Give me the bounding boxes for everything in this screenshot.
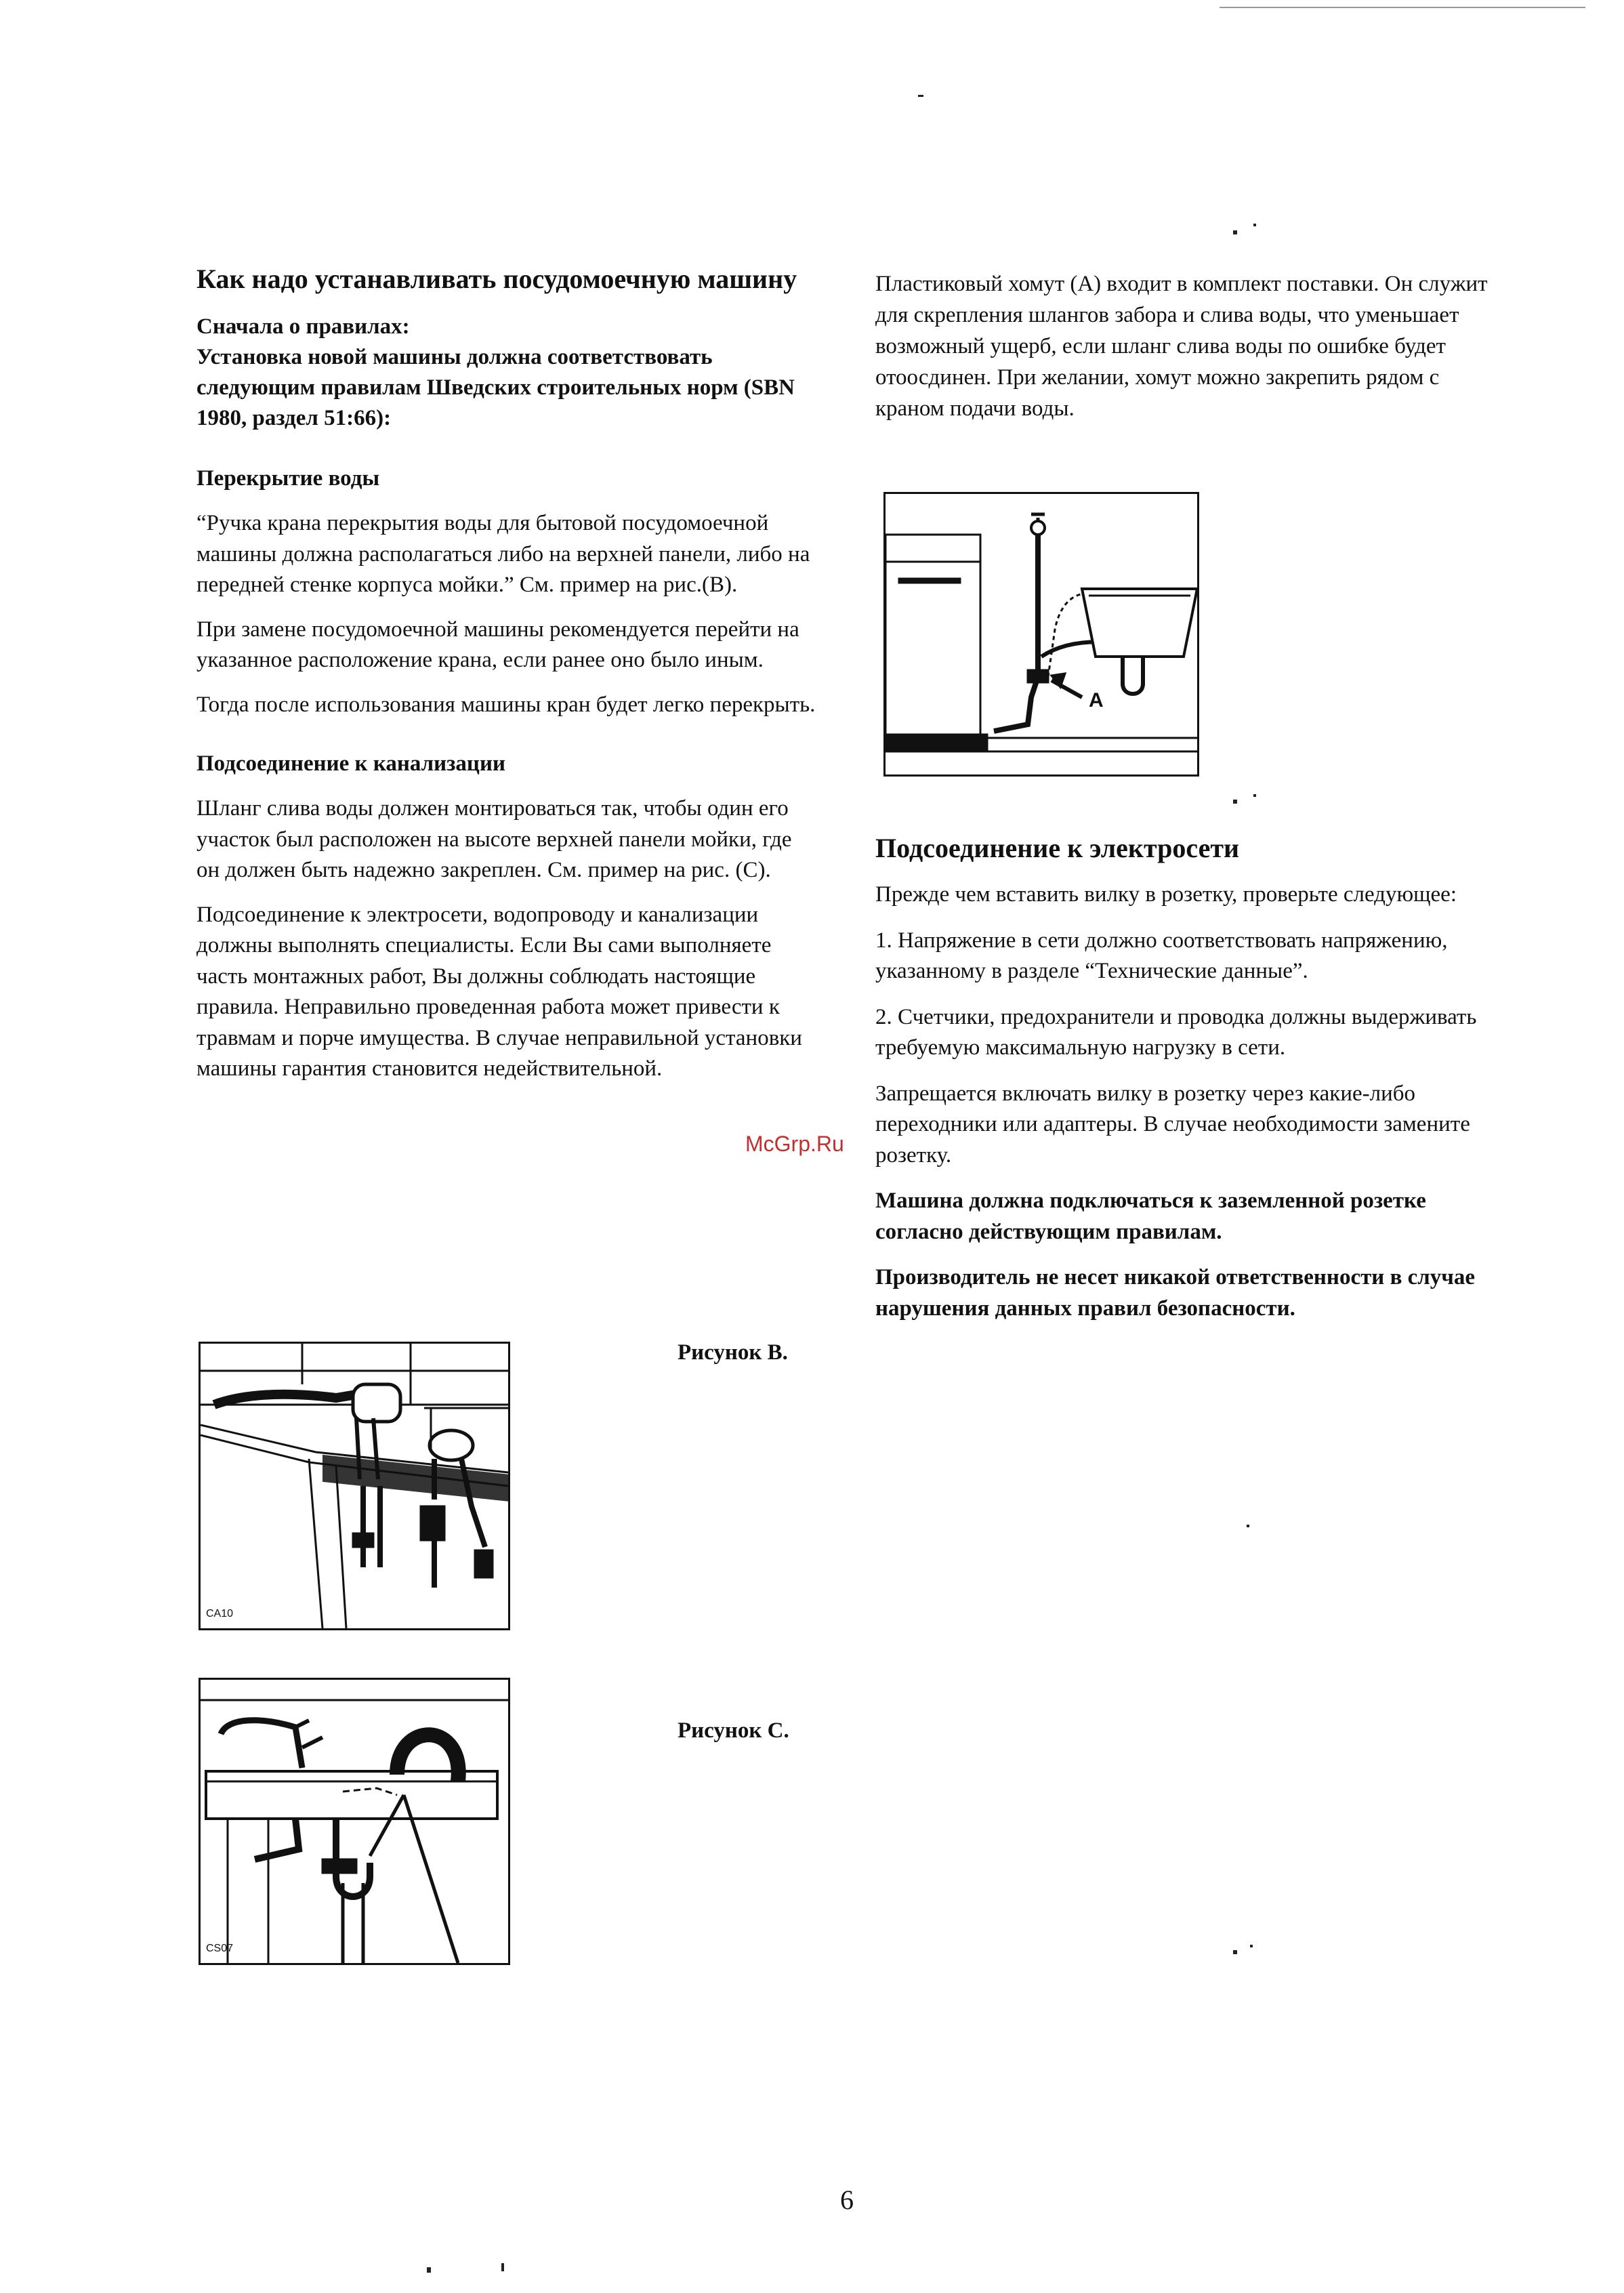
figure-b-caption: Рисунок B. [678, 1340, 788, 1365]
scan-speck [1253, 224, 1256, 226]
power-paragraph-3: Запрещается включать вилку в розетку через какие-либо переходники или адаптеры. В случае необходимости замените розетку. [875, 1081, 1470, 1168]
scan-speck [1253, 794, 1256, 797]
faucet-drawing [201, 1344, 508, 1628]
scan-speck [427, 2267, 431, 2273]
scan-speck [1233, 800, 1237, 804]
power-intro: Прежде чем вставить вилку в розетку, проверьте следующее: [875, 882, 1457, 907]
scan-speck [1233, 230, 1237, 234]
scan-edge-line [1220, 7, 1585, 8]
clamp-paragraph: Пластиковый хомут (А) входит в комплект поставки. Он служит для скрепления шлангов забора и слива воды, что уменьшает возможный ущерб, если шланг слива воды по ошибке будет отоосдинен. При желании, хомут можно закрепить рядом с краном подачи воды. [875, 272, 1488, 421]
figure-b-code: CA10 [206, 1608, 234, 1619]
water-paragraph-2: При замене посудомоечной машины рекомендуется перейти на указанное расположение крана, если ранее оно было иным. [196, 617, 799, 672]
right-column [875, 268, 1519, 424]
power-paragraph-4: Машина должна подключаться к заземленной розетке согласно действующим правилам. [875, 1189, 1426, 1244]
water-shutoff-heading: Перекрытие воды [196, 466, 380, 491]
sink-drain-drawing [201, 1680, 508, 1963]
drain-paragraph-2: Подсоединение к электросети, водопроводу и канализации должны выполнять специалисты. Если Вы сами выполняете часть монтажных работ, Вы должны соблюдать настоящие правила. Неправильно проведенная работа может привести к травмам и порче имущества. В случае неправильной установки машины гарантия становится недействительной. [196, 902, 802, 1081]
page-number: 6 [840, 2185, 854, 2215]
figure-b-illustration [199, 1342, 510, 1630]
figure-c-caption: Рисунок С. [678, 1718, 789, 1743]
scan-speck [1247, 1525, 1249, 1527]
scan-speck [1233, 1950, 1237, 1954]
power-item-1: 1. Напряжение в сети должно соответствовать напряжению, указанному в разделе “Технические данные”. [875, 928, 1448, 983]
dishwasher-hose-drawing [886, 494, 1197, 774]
figure-c-illustration [199, 1678, 510, 1965]
clamp-label-a: A [1089, 689, 1104, 711]
water-paragraph-1: “Ручка крана перекрытия воды для бытовой посудомоечной машины должна располагаться либо на верхней панели, либо на передней стенке корпуса мойки.” См. пример на рис.(B). [196, 511, 810, 597]
scan-speck [501, 2263, 504, 2271]
rules-heading: Сначала о правилах: [196, 314, 410, 339]
scan-speck [1250, 1945, 1253, 1947]
page-title: Как надо устанавливать посудомоечную машину [196, 264, 797, 294]
power-heading: Подсоединение к электросети [875, 833, 1240, 863]
left-column [196, 263, 833, 1085]
power-section [875, 832, 1519, 1324]
rules-text: Установка новой машины должна соответствовать следующим правилам Шведских строительных норм (SBN 1980, раздел 51:66): [196, 345, 795, 430]
power-paragraph-5: Производитель не несет никакой ответственности в случае нарушения данных правил безопасности. [875, 1265, 1476, 1321]
water-paragraph-3: Тогда после использования машины кран будет легко перекрыть. [196, 692, 816, 717]
figure-c-code: CS07 [206, 1943, 234, 1954]
scan-speck [918, 95, 923, 97]
drain-paragraph-1: Шланг слива воды должен монтироваться так, чтобы один его участок был расположен на высоте верхней панели мойки, где он должен быть надежно закреплен. См. пример на рис. (С). [196, 796, 792, 882]
watermark: McGrp.Ru [745, 1132, 844, 1156]
power-item-2: 2. Счетчики, предохранители и проводка должны выдерживать требуемую максимальную нагрузку в сети. [875, 1004, 1477, 1060]
drain-heading: Подсоединение к канализации [196, 751, 505, 776]
figure-a-illustration [883, 492, 1199, 777]
